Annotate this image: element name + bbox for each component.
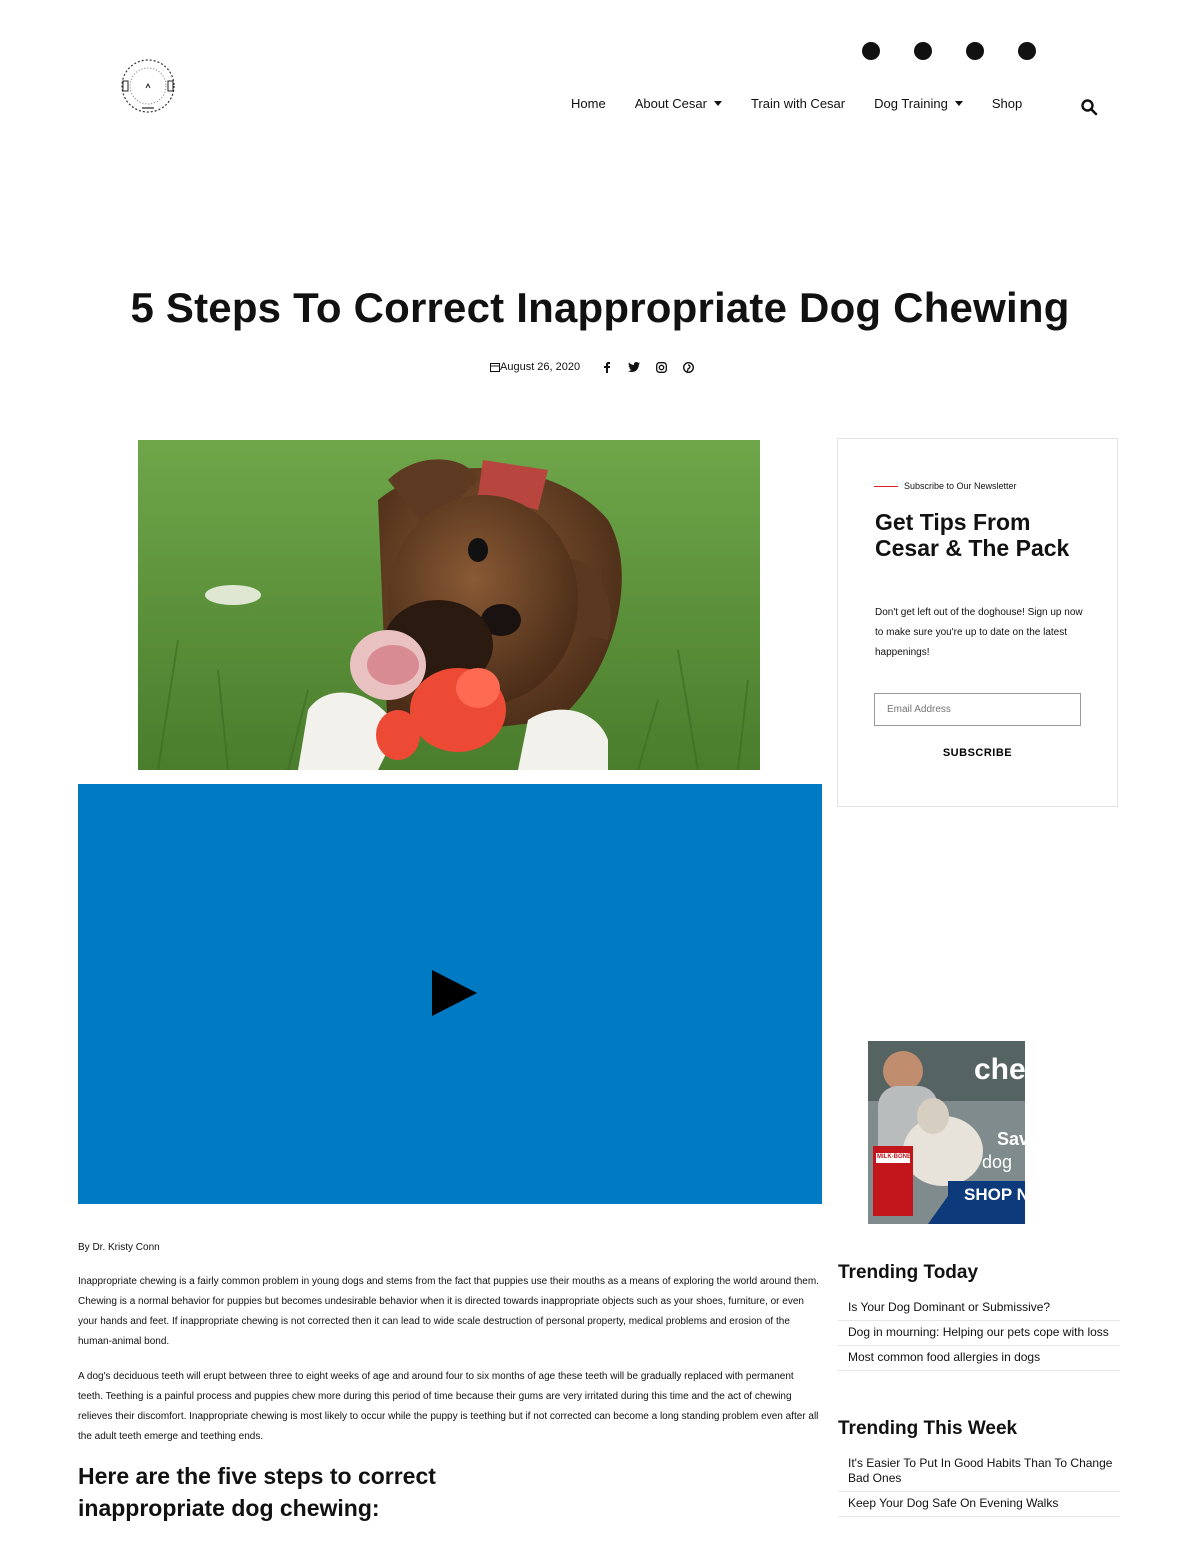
main-nav xyxy=(571,96,1051,111)
article-meta xyxy=(490,360,708,374)
article-paragraph: A dog's deciduous teeth will erupt between three to eight weeks of age and around four to six months of age these teeth will be gradually replaced with permanent teeth. Teething is a painful process and puppies chew more during this period of time because their gums are very irritated during this time and the act of chewing relieves their discomfort. Inappropriate chewing is most likely to occur while the puppy is teething but if not corrected can become a long standing problem even after all the adult teeth emerge and teething ends. xyxy=(78,1371,819,1442)
article-date-text: August 26, 2020 xyxy=(500,361,581,373)
nav-dog-training[interactable] xyxy=(874,96,963,111)
facebook-icon[interactable] xyxy=(862,42,880,60)
instagram-icon[interactable] xyxy=(966,42,984,60)
trending-week-list xyxy=(838,1452,1120,1517)
newsletter-box xyxy=(837,438,1118,807)
trending-today-list xyxy=(838,1296,1120,1371)
article-date xyxy=(490,361,580,373)
newsletter-kicker xyxy=(874,481,1017,491)
newsletter-description: Don't get left out of the doghouse! Sign up now to make sure you're up to date on the latest happenings! xyxy=(875,607,1083,658)
nav-shop-label: Shop xyxy=(991,96,1023,111)
newsletter-heading: Get Tips From Cesar & The Pack xyxy=(875,509,1070,561)
nav-train-label: Train with Cesar xyxy=(750,96,846,111)
twitter-icon[interactable] xyxy=(914,42,932,60)
site-logo[interactable] xyxy=(118,56,178,116)
ad-line-2: dog xyxy=(982,1152,1013,1172)
nav-train-with-cesar[interactable] xyxy=(751,96,845,111)
trending-week-heading: Trending This Week xyxy=(838,1418,1018,1439)
calendar-icon xyxy=(490,362,500,372)
subheading-line: inappropriate dog chewing: xyxy=(78,1495,380,1521)
nav-dog-training-label: Dog Training xyxy=(874,96,948,111)
article-paragraph: Inappropriate chewing is a fairly common problem in young dogs and stems from the fact that puppies use their mouths as a means of exploring the world around them. Chewing is a normal behavior for puppies but becomes undesirable behavior when it is directed towards inappropriate objects such as your shoes, furniture, or even your hands and feet. If inappropriate chewing is not corrected then it can lead to wide scale destruction of personal property, medical problems and erosion of the human-animal bond. xyxy=(78,1276,819,1347)
nav-home[interactable] xyxy=(571,96,606,111)
nav-about-cesar[interactable] xyxy=(635,96,722,111)
article-subheading xyxy=(78,1460,436,1526)
ad-line-1: Sav xyxy=(997,1129,1030,1149)
nav-home-label: Home xyxy=(571,96,606,111)
ad-brand-text: che xyxy=(974,1053,1026,1086)
share-instagram-icon[interactable] xyxy=(654,360,668,374)
trending-week-item[interactable]: Keep Your Dog Safe On Evening Walks xyxy=(838,1492,1120,1517)
search-icon[interactable] xyxy=(1080,98,1098,116)
share-facebook-icon[interactable] xyxy=(600,360,614,374)
article-byline: By Dr. Kristy Conn xyxy=(78,1242,160,1253)
pinterest-icon[interactable] xyxy=(1018,42,1036,60)
email-input[interactable] xyxy=(874,693,1081,726)
share-twitter-icon[interactable] xyxy=(627,360,641,374)
share-pinterest-icon[interactable] xyxy=(681,360,695,374)
header-social-links xyxy=(862,42,1036,60)
chevron-down-icon xyxy=(714,101,722,106)
trending-today-item[interactable]: Most common food allergies in dogs xyxy=(838,1346,1120,1371)
trending-today-item[interactable]: Is Your Dog Dominant or Submissive? xyxy=(838,1296,1120,1321)
hero-image-boxer-puppy-chewing xyxy=(138,440,760,770)
subheading-line: Here are the five steps to correct xyxy=(78,1463,436,1489)
play-icon[interactable] xyxy=(432,970,477,1016)
trending-today-item[interactable]: Dog in mourning: Helping our pets cope with loss xyxy=(838,1321,1120,1346)
nav-about-label: About Cesar xyxy=(634,96,707,111)
ad-product-label: MILK-BONE xyxy=(877,1154,911,1160)
chevron-down-icon xyxy=(955,101,963,106)
sidebar-advertisement[interactable] xyxy=(868,1041,1030,1224)
newsletter-kicker-text: Subscribe to Our Newsletter xyxy=(904,481,1017,491)
subscribe-button[interactable]: SUBSCRIBE xyxy=(874,746,1081,760)
nav-shop[interactable] xyxy=(992,96,1022,111)
trending-today-heading: Trending Today xyxy=(838,1262,979,1283)
trending-week-item[interactable]: It's Easier To Put In Good Habits Than To Change Bad Ones xyxy=(838,1452,1120,1492)
kicker-divider xyxy=(874,486,898,487)
article-title: 5 Steps To Correct Inappropriate Dog Chewing xyxy=(130,284,1070,331)
ad-cta: SHOP N xyxy=(964,1185,1029,1204)
